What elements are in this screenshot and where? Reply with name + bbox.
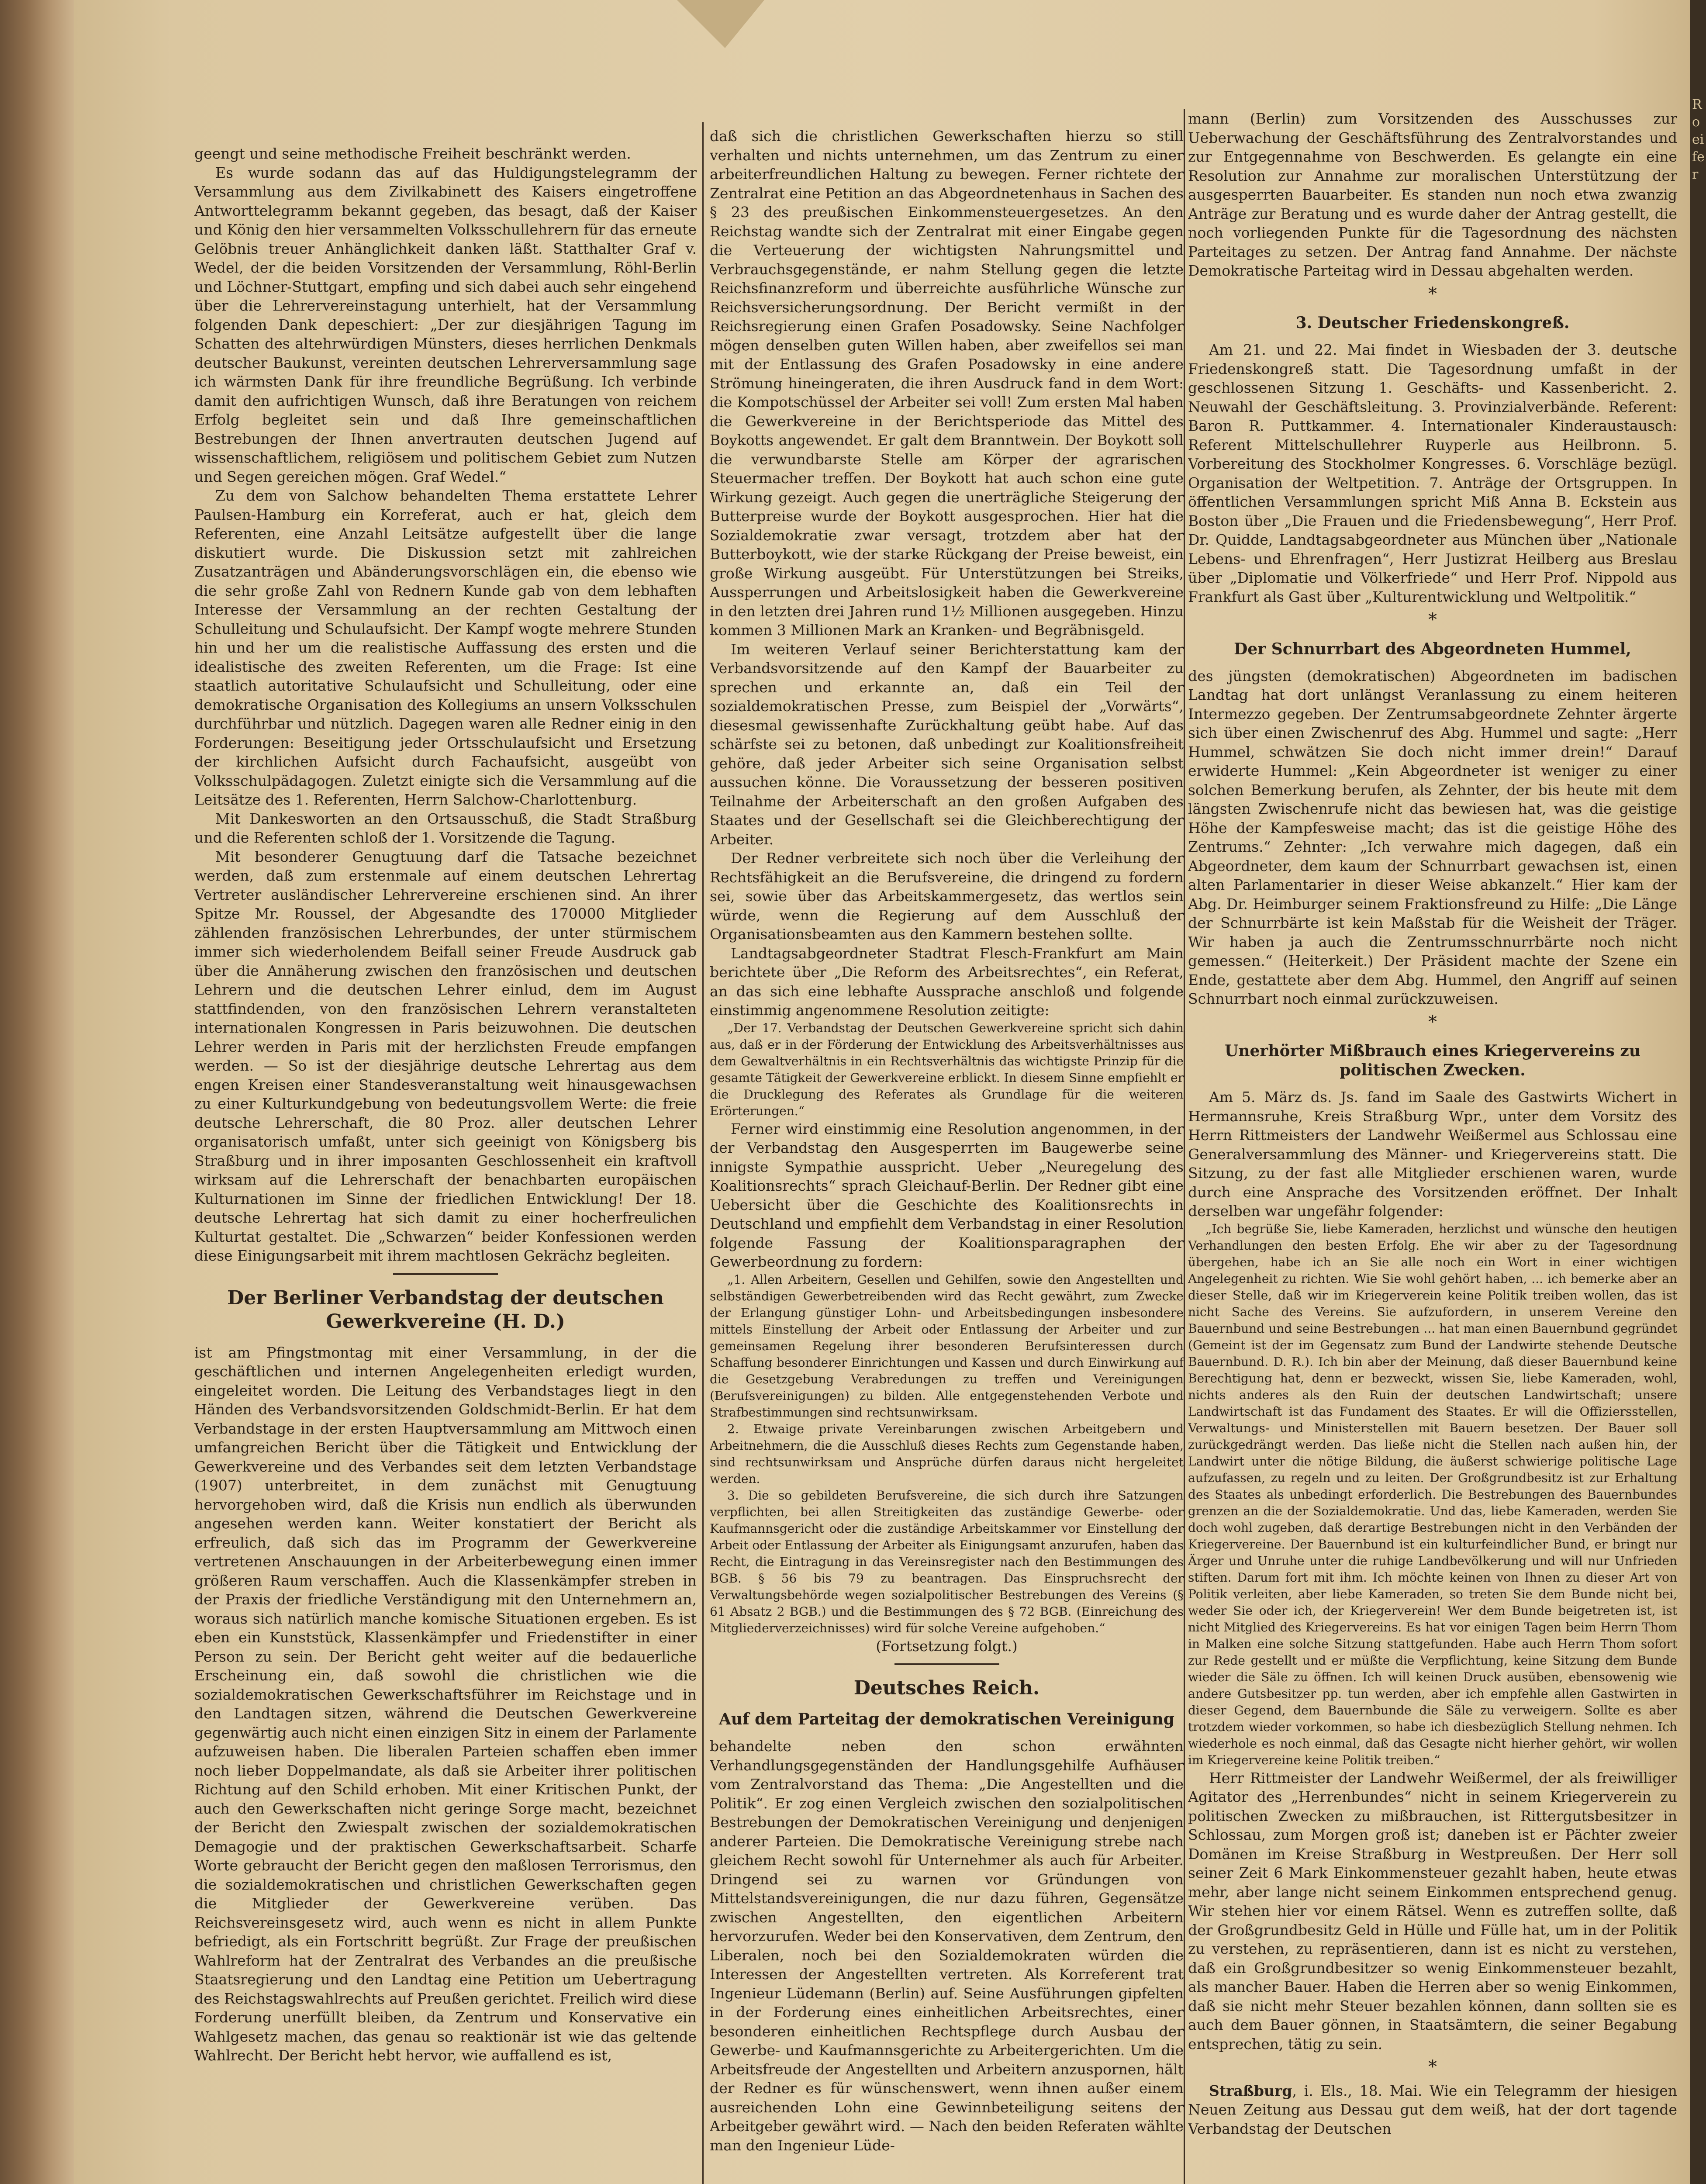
resolution-block [710, 1020, 1184, 1120]
paragraph: des jüngsten (demokratischen) Abgeordneten im badischen Landtag hat dort unlängst Veranlassung zu einem heiteren Intermezzo gegeben. Der Zentrumsabgeordnete Zehnter ärgerte sich über einen Zwischenruf des Abg. Hummel und sagte: „Herr Hummel, schwätzen Sie doch nicht immer drein!“ Darauf erwiderte Hummel: „Kein Abgeordneter ist weniger zu einer solchen Bemerkung berufen, als Zehnter, der bis heute mit dem längsten Zwischenrufe nicht das bewiesen hat, was die geistige Höhe der Kampfesweise macht; das ist die geistige Höhe des Zentrums.“ Zehnter: „Ich verwahre mich dagegen, daß ein Abgeordneter, dem kaum der Schnurrbart gewachsen ist, einen alten Parlamentarier in dieser Weise abkanzelt.“ Hier kam der Abg. Dr. Heimburger seinem Fraktionsfreund zu Hilfe: „Die Länge der Schnurrbärte ist kein Maßstab für die Weisheit der Träger. Wir haben ja auch die Zentrumsschnurrbärte noch nicht gemessen.“ (Heiterkeit.) Der Präsident machte der Szene ein Ende, gestattete aber dem Abg. Hummel, den Angriff auf seinen Schnurrbart noch einmal zurückzuweisen. [1188, 667, 1677, 1007]
article-headline: 3. Deutscher Friedenskongreß. [1295, 314, 1570, 332]
paragraph: Am 21. und 22. Mai findet in Wiesbaden der 3. deutsche Friedenskongreß statt. Die Tagesordnung umfaßt in der geschlossenen Sitzung 1. Geschäfts- und Kassenbericht. 2. Neuwahl der Geschäftsleitung. 3. Provinzialverbände. Referent: Baron R. Puttkammer. 4. Internationaler Kinderaustausch: Referent Mittelschullehrer Ruyperle aus Heilbronn. 5. Vorbereitung des Stockholmer Kongresses. 6. Vorschläge bezügl. Organisation der Weltpetition. 7. Anträge der Ortsgruppen. In öffentlichen Versammlungen spricht Miß Anna B. Eckstein aus Boston über „Die Frauen und die Friedensbewegung“, Herr Prof. Dr. Quidde, Landtagsabgeordneter aus München über „Nationale Lebens- und Ehrenfragen“, Herr Justizrat Heilberg aus Breslau über „Diplomatie und Völkerfriede“ und Herr Prof. Nippold aus Frankfurt als Gast über „Kulturentwicklung und Weltpolitik.“ [1188, 341, 1677, 605]
separator-asterisk: * [1428, 1012, 1437, 1032]
paragraph: Es wurde sodann das auf das Huldigungstelegramm der Versammlung aus dem Zivilkabinett des Kaisers eingetroffene Antworttelegramm bekannt gegeben, das besagt, daß der Kaiser und König den hier versammelten Volksschullehrern für das erneute Gelöbnis treuer Anhänglichkeit danken läßt. Statthalter Graf v. Wedel, der die beiden Vorsitzenden der Versammlung, Röhl-Berlin und Löchner-Stuttgart, empfing und sich dabei auch sehr eingehend über die Lehrervereinstagung unterhielt, hat der Versammlung folgenden Dank depeschiert: „Der zur diesjährigen Tagung im Schatten des altehrwürdigen Münsters, dieses herrlichen Denkmals deutscher Baukunst, vereinten deutschen Lehrerversammlung sage ich wärmsten Dank für ihre freundliche Begrüßung. Ich verbinde damit den aufrichtigen Wunsch, daß ihre Beratungen von reichem Erfolg begleitet sein und daß Ihre gemeinschaftlichen Bestrebungen der Ihnen anvertrauten deutschen Jugend auf wissenschaftlichem, religiösem und politischem Gebiet zum Nutzen und Segen gereichen mögen. Graf Wedel.“ [194, 164, 697, 485]
paragraph: Zu dem von Salchow behandelten Thema erstattete Lehrer Paulsen-Hamburg ein Korreferat, auch er hat, gleich dem Referenten, eine Anzahl Leitsätze aufgestellt über die lange diskutiert wurde. Die Diskussion setzt mit zahlreichen Zusatzanträgen und Abänderungsvorschlägen ein, die ebenso wie die sehr große Zahl von Rednern Kunde gab von dem lebhaften Interesse der Versammlung an der rechten Gestaltung der Schulleitung und Schulaufsicht. Der Kampf wogte mehrere Stunden hin und her um die realistische Auffassung des ersten und die idealistische des zweiten Referenten, um die Frage: Ist eine staatlich autoritative Schulaufsicht und Schulleitung, oder eine demokratische Organisation des Kollegiums an unsern Volksschulen durchführbar und nützlich. Dagegen waren alle Redner einig in den Forderungen: Beseitigung jeder Ortsschulaufsicht und Ersetzung der kirchlichen Aufsicht durch Fachaufsicht, ausgeübt von Volksschulpädagogen. Zuletzt einigte sich die Versammlung auf die Leitsätze des 1. Referenten, Herrn Salchow-Charlottenburg. [194, 487, 697, 808]
paragraph: daß sich die christlichen Gewerkschaften hierzu so still verhalten und nichts unternehmen, um das Zentrum zu einer arbeiterfreundlichen Haltung zu bewegen. Ferner richtete der Zentralrat eine Petition an das Abgeordnetenhaus in Sachen des § 23 des preußischen Einkommensteuergesetzes. An den Reichstag wandte sich der Zentralrat mit einer Eingabe gegen die Verteuerung der wichtigsten Nahrungsmittel und Verbrauchsgegenstände, er nahm Stellung gegen die letzte Reichsfinanzreform und überreichte ausführliche Wünsche zur Reichsversicherungsordnung. Der Bericht vermißt in der Reichsregierung einen Grafen Posadowsky. Seine Nachfolger mögen denselben guten Willen haben, aber zweifellos sei man mit der Entlassung des Grafen Posadowsky in eine andere Strömung hineingeraten, die ihren Ausdruck fand in dem Wort: die Kompotschüssel der Arbeiter sei voll! Zum ersten Mal haben die Gewerkvereine in der Berichtsperiode das Mittel des Boykotts angewendet. Er galt dem Branntwein. Der Boykott soll die verwundbarste Stelle am Körper der agrarischen Steuermacher treffen. Der Boykott hat auch schon eine gute Wirkung gezeigt. Auch gegen die unerträgliche Steigerung der Butterpreise wurde der Boykott ausgesprochen. Hier hat die Sozialdemokratie zwar versagt, trotzdem aber hat der Butterboykott, wie der starke Rückgang der Preise beweist, ein große Wirkung ausgeübt. Für Unterstützungen bei Streiks, Aussperrungen und Arbeitslosigkeit haben die Gewerkvereine in den letzten drei Jahren rund 1½ Millionen ausgegeben. Hinzu kommen 3 Millionen Mark an Kranken- und Begräbnisgeld. [710, 128, 1184, 639]
column-rule-1 [702, 122, 704, 2184]
next-page-edge [1690, 0, 1706, 2184]
paragraph: Mit besonderer Genugtuung darf die Tatsache bezeichnet werden, daß zum erstenmale auf einem deutschen Lehrertag Vertreter ausländischer Lehrervereine erschienen sind. An ihrer Spitze Mr. Roussel, der Abgesandte des 170000 Mitglieder zählenden französischen Lehrerbundes, der unter stürmischem immer sich wiederholendem Beifall seiner Freude Ausdruck gab über die Annäherung zwischen den französischen und deutschen Lehrern und die deutschen Lehrer einlud, dem im August stattfindenden, von den französischen Lehrern veranstalteten internationalen Kongressen in Paris beizuwohnen. Die deutschen Lehrer werden in Paris mit der herzlichsten Freude empfangen werden. — So ist der diesjährige deutsche Lehrertag aus dem engen Kreisen einer Standesveranstaltung weit hinausgewachsen zu einer Kulturkundgebung von bedeutungsvollem Werte: die freie deutsche Lehrerschaft, die 80 Proz. aller deutschen Lehrer organisatorisch umfaßt, unter sich geeinigt von Königsberg bis Straßburg und in ihrer imposanten Geschlossenheit ein kraftvoll wirksam auf die Lehrerschaft der benachbarten europäischen Kulturnationen im Sinne der friedlichen Entwicklung! Der 18. deutsche Lehrertag hat sich damit zu einer hocherfreulichen Kulturtat gestaltet. Die „Schwarzen“ beider Konfessionen werden diese Einigungsarbeit mit ihrem machtlosen Gekrächz begleiten. [194, 848, 697, 1264]
article-headline: Der Schnurrbart des Abgeordneten Hummel, [1234, 639, 1631, 658]
paragraph: Ferner wird einstimmig eine Resolution angenommen, in der der Verbandstag den Ausgesperrten im Baugewerbe seine innigste Sympathie ausspricht. Ueber „Neuregelung des Koalitionsrechts“ sprach Gleichauf-Berlin. Der Redner gibt eine Uebersicht über die Geschichte des Koalitionsrechts in Deutschland und empfiehlt dem Verbandstag in einer Resolution folgende Fassung der Koalitionsparagraphen der Gewerbeordnung zu fordern: [710, 1120, 1184, 1270]
resolution-block [710, 1272, 1184, 1637]
paragraph: behandelte neben den schon erwähnten Verhandlungsgegenständen der Handlungsgehilfe Aufhäuser vom Zentralvorstand das Thema: „Die Angestellten und die Politik“. Er zog einen Vergleich zwischen den sozialpolitischen Bestrebungen der Demokratischen Vereinigung und denjenigen anderer Parteien. Die Demokratische Vereinigung strebe nach gleichem Recht sowohl für Unternehmer als auch für Arbeiter. Dringend sei zu warnen vor Gründungen von Mittelstandsvereinigungen, die nur dazu führen, Gegensätze zwischen Angestellten, den eigentlichen Arbeitern hervorzurufen. Weder bei den Konservativen, dem Zentrum, den Liberalen, noch bei den Sozialdemokraten würden die Interessen der Angestellten vertreten. Als Korreferent trat Ingenieur Lüdemann (Berlin) auf. Seine Ausführungen gipfelten in der Forderung eines einheitlichen Arbeitsrechtes, einer besonderen einheitlichen Rechtspflege durch Ausbau der Gewerbe- und Kaufmannsgerichte zu Arbeitergerichten. Um die Arbeitsfreude der Angestellten und Arbeitern anzuspornen, hält der Redner es für wünschenswert, wenn ihnen außer einem ausreichenden Lohn eine Gewinnbeteiligung seitens der Arbeitgeber gewährt wird. — Nach den beiden Referaten wählte man den Ingenieur Lüde- [710, 1738, 1184, 2154]
separator-asterisk: * [1428, 2057, 1437, 2077]
dateline: Straßburg [1209, 2082, 1292, 2099]
article-headline: Unerhörter Mißbrauch eines Kriegervereins zu politischen Zwecken. [1224, 1042, 1641, 1079]
paragraph: Mit Dankesworten an den Ortsausschuß, die Stadt Straßburg und die Referenten schloß der 1. Vorsitzende die Tagung. [194, 810, 697, 846]
section-separator [894, 1663, 999, 1665]
speech-block [1188, 1221, 1677, 1769]
paragraph: Der Redner verbreitete sich noch über die Verleihung der Rechtsfähigkeit an die Berufsvereine, die dringend zu fordern sei, sowie über das Arbeitskammergesetz, das wertlos sein würde, wenn die Regierung auf dem Ausschluß der Organisationsbeamten aus den Kammern bestehen sollte. [710, 850, 1184, 943]
paragraph: Herr Rittmeister der Landwehr Weißermel, der als freiwilliger Agitator des „Herrenbundes“ nicht in seinem Kriegerverein zu politischen Zwecken zu mißbrauchen, ist Rittergutsbesitzer in Schlossau, zum Morgen groß ist; daneben ist er Pächter zweier Domänen im Kreise Straßburg in Westpreußen. Der Herr soll seiner Zeit 6 Mark Einkommensteuer gezahlt haben, heute etwas mehr, aber lange nicht seinem Einkommen entsprechend genug. Wir stehen hier vor einem Rätsel. Wenn es zutreffen sollte, daß der Großgrundbesitz Geld in Hülle und Fülle hat, um in der Politik zu verstehen, zu repräsentieren, dann ist es nicht zu verstehen, daß ein Großgrundbesitzer so wenig Einkommensteuer bezahlt, als mancher Bauer. Haben die Herren aber so wenig Einkommen, daß sie nicht mehr Steuer bezahlen können, dann sollten sie es auch dem Bauer gönnen, in Staatsämtern, die seiner Begabung entsprechen, tätig zu sein. [1188, 1769, 1677, 2053]
separator-asterisk: * [1428, 610, 1437, 630]
paragraph: Landtagsabgeordneter Stadtrat Flesch-Frankfurt am Main berichtete über „Die Reform des Arbeitsrechtes“, ein Referat, an das sich eine lebhafte Aussprache anschloß und folgende einstimmig angenommene Resolution zeitigte: [710, 944, 1184, 1019]
column-1 [194, 144, 697, 2184]
column-2 [710, 127, 1184, 2184]
column-3 [1188, 109, 1677, 2184]
paragraph: „Der 17. Verbandstag der Deutschen Gewerkvereine spricht sich dahin aus, daß er in der Förderung der Entwicklung des Arbeitsverhältnisses aus dem Gewaltverhältnis in ein Rechtsverhältnis das wichtigste Prinzip für die gesamte Tätigkeit der Gewerkvereine erblickt. In diesem Sinne empfiehlt er die Drucklegung des Referates als Grundlage für die weiteren Erörterungen.“ [710, 1020, 1184, 1118]
article-headline: Auf dem Parteitag der demokratischen Vereinigung [719, 1710, 1174, 1728]
folded-corner [677, 0, 764, 48]
book-binding [0, 0, 74, 2184]
section-separator [393, 1273, 498, 1275]
paragraph: 3. Die so gebildeten Berufsvereine, die sich durch ihre Satzungen verpflichten, bei allen Streitigkeiten das zuständige Gewerbe- oder Kaufmannsgericht oder die zuständige Arbeitskammer vor Einstellung der Arbeit oder Entlassung der Arbeiter als Einigungsamt anzurufen, haben das Recht, die Eintragung in das Vereinsregister nach den Bestimmungen des BGB. § 56 bis 79 zu beantragen. Das Einspruchsrecht der Verwaltungsbehörde wegen sozialpolitischer Bestrebungen des Vereins (§ 61 Absatz 2 BGB.) und die Bestimmungen des § 72 BGB. (Einreichung des Mitgliederverzeichnisses) wird für solche Vereine aufgehoben.“ [710, 1488, 1184, 1635]
section-headline: Deutsches Reich. [853, 1677, 1040, 1699]
paragraph: ist am Pfingstmontag mit einer Versammlung, in der die geschäftlichen und internen Angelegenheiten erledigt wurden, eingeleitet worden. Die Leitung des Verbandstages liegt in den Händen des Verbandsvorsitzenden Goldschmidt-Berlin. Er hat dem Verbandstage in der ersten Hauptversammlung am Mittwoch einen umfangreichen Bericht über die Tätigkeit und Entwicklung der Gewerkvereine und des Verbandes seit dem letzten Verbandstage (1907) unterbreitet, in dem zunächst mit Genugtuung hervorgehoben wird, daß die Krisis nun endlich als überwunden angesehen werden kann. Weiter konstatiert der Bericht als erfreulich, daß sich das im Programm der Gewerkvereine vertretenen Anschauungen in der Arbeiterbewegung einen immer größeren Raum verschaffen. Auch die Klassenkämpfer streben in der Praxis der friedliche Verständigung mit den Unternehmern an, woraus sich natürlich manche komische Situationen ergeben. Es ist eben ein Kunststück, Klassenkämpfer und Friedenstifter in einer Person zu sein. Der Bericht geht weiter auf die bedauerliche Erscheinung ein, daß sowohl die christlichen wie die sozialdemokratischen Gewerkschaftsführer im Reichstage und in den Landtagen sitzen, während die Deutschen Gewerkvereine gegenwärtig auch nicht einen einzigen Sitz in einem der Parlamente aufzuweisen haben. Die liberalen Parteien schaffen eben immer noch lieber Doppelmandate, als daß sie Arbeiter ihrer politischen Richtung auf den Schild erhoben. Mit einer Kritischen Punkt, der auch den Gewerkschaften nicht geringe Sorge macht, bezeichnet der Bericht den Zwiespalt zwischen der sozialdemokratischen Demagogie und der praktischen Gewerkschaftsarbeit. Scharfe Worte gebraucht der Bericht gegen den maßlosen Terrorismus, den die sozialdemokratischen und christlichen Gewerkschaften gegen die Mitglieder der Gewerkvereine verüben. Das Reichsvereinsgesetz wird, auch wenn es nicht in allem Punkte befriedigt, als ein Fortschritt begrüßt. Zur Frage der preußischen Wahlreform hat der Zentralrat des Verbandes an die preußische Staatsregierung und den Landtag eine Petition um Uebertragung des Reichstagswahlrechts auf Preußen gerichtet. Freilich wird diese Forderung unerfüllt bleiben, da Zentrum und Konservative ein Wahlgesetz machen, das genau so reaktionär ist wie das geltende Wahlrecht. Der Bericht hebt hervor, wie auffallend es ist, [194, 1344, 697, 2064]
next-page-edge-text: Ro ei fer [1692, 97, 1705, 182]
paragraph: 2. Etwaige private Vereinbarungen zwischen Arbeitgebern und Arbeitnehmern, die die Ausschluß dieses Rechts zum Gegenstande haben, sind rechtsunwirksam und Ansprüche dürfen daraus nicht hergeleitet werden. [710, 1421, 1184, 1486]
paragraph: geengt und seine methodische Freiheit beschränkt werden. [194, 145, 631, 162]
article-headline: Der Berliner Verbandstag der deutschen Gewerkvereine (H. D.) [227, 1286, 664, 1333]
paragraph [1188, 2081, 1677, 2139]
paragraph: Im weiteren Verlauf seiner Berichterstattung kam der Verbandsvorsitzende auf den Kampf der Bauarbeiter zu sprechen und erkannte an, daß ein Teil der sozialdemokratischen Presse, zum Beispiel der „Vorwärts“, diesesmal gewissenhafte Zurückhaltung geübt habe. Auf das schärfste sei zu betonen, daß unbedingt zur Koalitionsfreiheit gehöre, daß jeder Arbeiter sich seine Organisation selbst aussuchen könne. Die Voraussetzung der besseren positiven Teilnahme der Arbeiterschaft an den großen Aufgaben des Staates und der Gesellschaft sei die Gleichberechtigung der Arbeiter. [710, 640, 1184, 848]
continuation-note: (Fortsetzung folgt.) [876, 1637, 1018, 1655]
column-rule-2 [1184, 109, 1185, 2184]
paragraph-text: , i. Els., 18. Mai. Wie ein Telegramm der hiesigen Neuen Zeitung aus Dessau gut dem weiß, hat der dort tagende Verbandstag der Deutschen [1188, 2082, 1677, 2137]
separator-asterisk: * [1428, 283, 1437, 304]
paragraph: „Ich begrüße Sie, liebe Kameraden, herzlichst und wünsche den heutigen Verhandlungen den besten Erfolg. Ehe wir aber zu der Tagesordnung übergehen, habe ich an Sie alle noch ein Wort in einer wichtigen Angelegenheit zu richten. Wie Sie wohl gehört haben, ... ich bemerke aber an dieser Stelle, daß wir im Kriegerverein keine Politik treiben wollen, das ist nicht Sache des Vereins. Sie aufzufordern, in unserem Vereine den Bauernbund und seine Bestrebungen ... hat man einen Bauernbund gegründet (Gemeint ist der im Gegensatz zum Bund der Landwirte stehende Deutsche Bauernbund. D. R.). Ich bin aber der Meinung, daß dieser Bauernbund keine Berechtigung hat, denn er bezweckt, wissen Sie, liebe Kameraden, wohl, nichts anderes als den Ruin der deutschen Landwirtschaft; unsere Landwirtschaft ist das Fundament des Staates. Er will die Offiziersstellen, Verwaltungs- und Ministerstellen mit Bauern besetzen. Der Bauer soll zurückgedrängt werden. Das ließe nicht die Stellen nach außen hin, der Landwirt unter die nötige Bildung, die äußerst schwierige politische Lage aufzufassen, zu regeln und zu leiten. Der Großgrundbesitz ist zur Erhaltung des Staates als unbedingt erforderlich. Die Bestrebungen des Bauernbundes grenzen an die der Sozialdemokratie. Und das, liebe Kameraden, werden Sie doch wohl zugeben, daß derartige Bestrebungen nicht in den Verbänden der Kriegervereine. Der Bauernbund ist ein kulturfeindlicher Bund, er bringt nur Ärger und Unruhe unter die ruhige Landbevölkerung und will nur Unfrieden stiften. Darum fort mit ihm. Ich möchte keinen von Ihnen zu dieser Art von Politik verleiten, aber liebe Kameraden, so treten Sie dem Bunde nicht bei, weder Sie oder ich, der Kriegerverein! Wer dem Bunde beigetreten ist, ist nicht Mitglied des Kriegervereins. Es hat vor einigen Tagen beim Herrn Thom in Malken eine solche Sitzung stattgefunden. Habe auch Herrn Thom sofort zur Rede gestellt und er müßte die Verpflichtung, keine Sitzung dem Bunde wieder die Säle zu öffnen. Ich will keinen Druck ausüben, ebensowenig wie andere Gutsbesitzer pp. tun werden, aber ich empfehle allen Gastwirten in dieser Gegend, dem Bauernbunde die Säle zu verweigern. Sollte es aber trotzdem wieder vorkommen, so habe ich diesbezüglich Stellung nehmen. Ich wiederhole es noch einmal, daß das Gesagte nicht hierher gehört, wir wollen im Kriegervereine keine Politik treiben.“ [1188, 1221, 1677, 1767]
paragraph: mann (Berlin) zum Vorsitzenden des Ausschusses zur Ueberwachung der Geschäftsführung des Zentralvorstandes und zur Entgegennahme von Beschwerden. Es gelangte ein eine Resolution zur Annahme zur moralischen Unterstützung der ausgesperrten Bauarbeiter. Es standen nun noch etwa zwanzig Anträge zur Beratung und es wurde daher der Antrag gestellt, die noch vorliegenden Punkte für die Tagesordnung des nächsten Parteitages zu setzen. Der Antrag fand Annahme. Der nächste Demokratische Parteitag wird in Dessau abgehalten werden. [1188, 110, 1677, 279]
paragraph: Am 5. März ds. Js. fand im Saale des Gastwirts Wichert in Hermannsruhe, Kreis Straßburg Wpr., unter dem Vorsitz des Herrn Rittmeisters der Landwehr Weißermel aus Schlossau eine Generalversammlung des Männer- und Kriegervereins statt. Die Sitzung, zu der fast alle Mitglieder erschienen waren, wurde durch eine Ansprache des Vorsitzenden eröffnet. Der Inhalt derselben war ungefähr folgender: [1188, 1089, 1677, 1220]
paragraph: „1. Allen Arbeitern, Gesellen und Gehilfen, sowie den Angestellten und selbständigen Gewerbetreibenden wird das Recht gewährt, zum Zwecke der Erlangung günstiger Lohn- und Arbeitsbedingungen insbesondere mittels Einstellung der Arbeit oder Entlassung der Arbeiter und zur gemeinsamen Regelung ihrer besonderen Berufsinteressen durch Schaffung besonderer Einrichtungen und Kassen und durch Einwirkung auf die Gesetzgebung Verabredungen zu treffen und Vereinigungen (Berufsvereinigungen) zu bilden. Alle entgegenstehenden Verbote und Strafbestimmungen sind rechtsunwirksam. [710, 1272, 1184, 1420]
